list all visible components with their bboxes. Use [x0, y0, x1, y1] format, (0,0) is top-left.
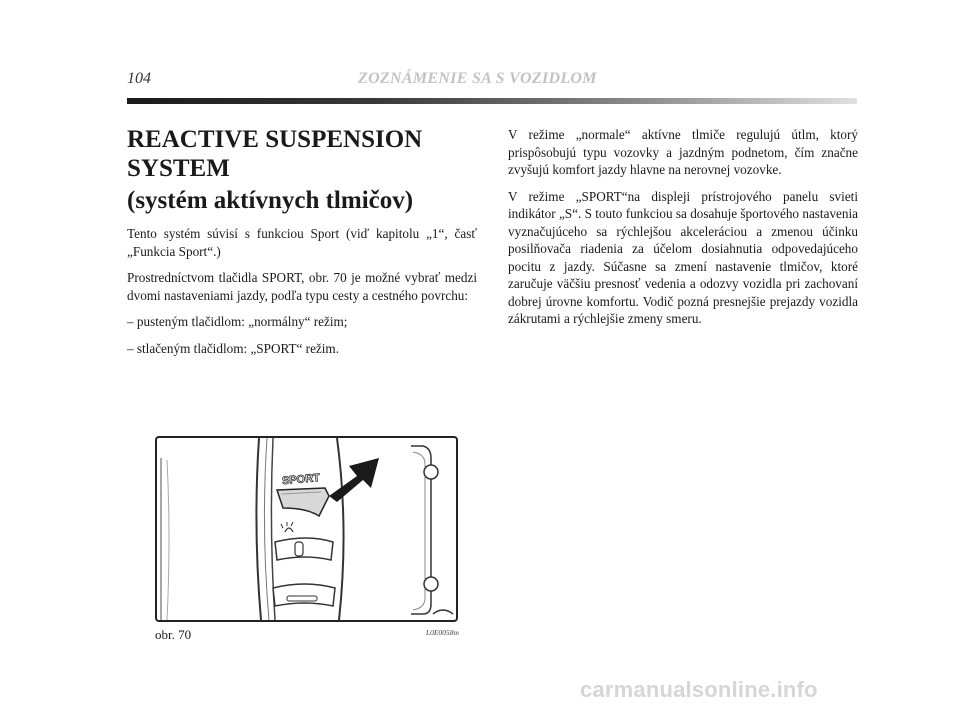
page-number: 104: [127, 70, 151, 87]
right-column: [508, 126, 858, 328]
heading-line-1: REACTIVE SUSPENSION: [127, 126, 423, 153]
sport-button: [277, 488, 329, 516]
paragraph: V režime „SPORT“na displeji prístrojového panelu svieti indikátor „S“. S touto funkciou sa dosahuje športového nastavenia vyznačujúceho sa rýchlejšou akceleráciou a zmenou účinku posilňovača riadenia za účelom dosiahnutia odpovedajúceho pocitu z jazdy. Súčasne sa zmení nastavenie tlmičov, ktoré zaručuje väčšiu presnosť vedenia a odozvy vozidla pri zachovaní dobrej úrovne komfortu. Vodič pozná presnejšie prejazdy vozidla zákrutami a rýchlejšie zmeny smeru.: [508, 188, 858, 326]
heading-line-2: SYSTEM: [127, 155, 230, 182]
section-title: ZOZNÁMENIE SA S VOZIDLOM: [358, 70, 597, 87]
figure-code: L0E0058m: [426, 628, 459, 637]
headlamp-icon: [281, 522, 293, 532]
list-item: – pusteným tlačidlom: „normálny“ režim;: [127, 314, 348, 329]
paragraph: Tento systém súvisí s funkciou Sport (viď kapitolu „1“, časť „Funkcia Sport“.): [127, 226, 477, 259]
screw-icon: [424, 577, 438, 591]
pointer-arrow-icon: [329, 458, 379, 502]
screw-icon: [424, 465, 438, 479]
sport-button-label: SPORT: [281, 472, 321, 488]
heading-subtitle: (systém aktívnych tlmičov): [127, 187, 414, 214]
sport-button-illustration: [157, 438, 456, 620]
watermark: carmanualsonline.info: [580, 677, 818, 702]
list-item: – stlačeným tlačidlom: „SPORT“ režim.: [127, 340, 339, 356]
figure-sport-button: [155, 436, 458, 622]
section-heading: [127, 125, 477, 215]
left-column: [127, 125, 477, 357]
header-divider: [127, 98, 857, 104]
paragraph: V režime „normale“ aktívne tlmiče regulujú útlm, ktorý prispôsobujú typu vozovky a jazdným podnetom, čím značne zvyšujú komfort jazdy hlavne na nerovnej vozovke.: [508, 127, 858, 177]
paragraph: Prostredníctvom tlačidla SPORT, obr. 70 je možné vybrať medzi dvomi nastaveniami jazdy, podľa typu cesty a cestného povrchu:: [127, 270, 477, 303]
figure-caption: obr. 70: [155, 627, 192, 642]
